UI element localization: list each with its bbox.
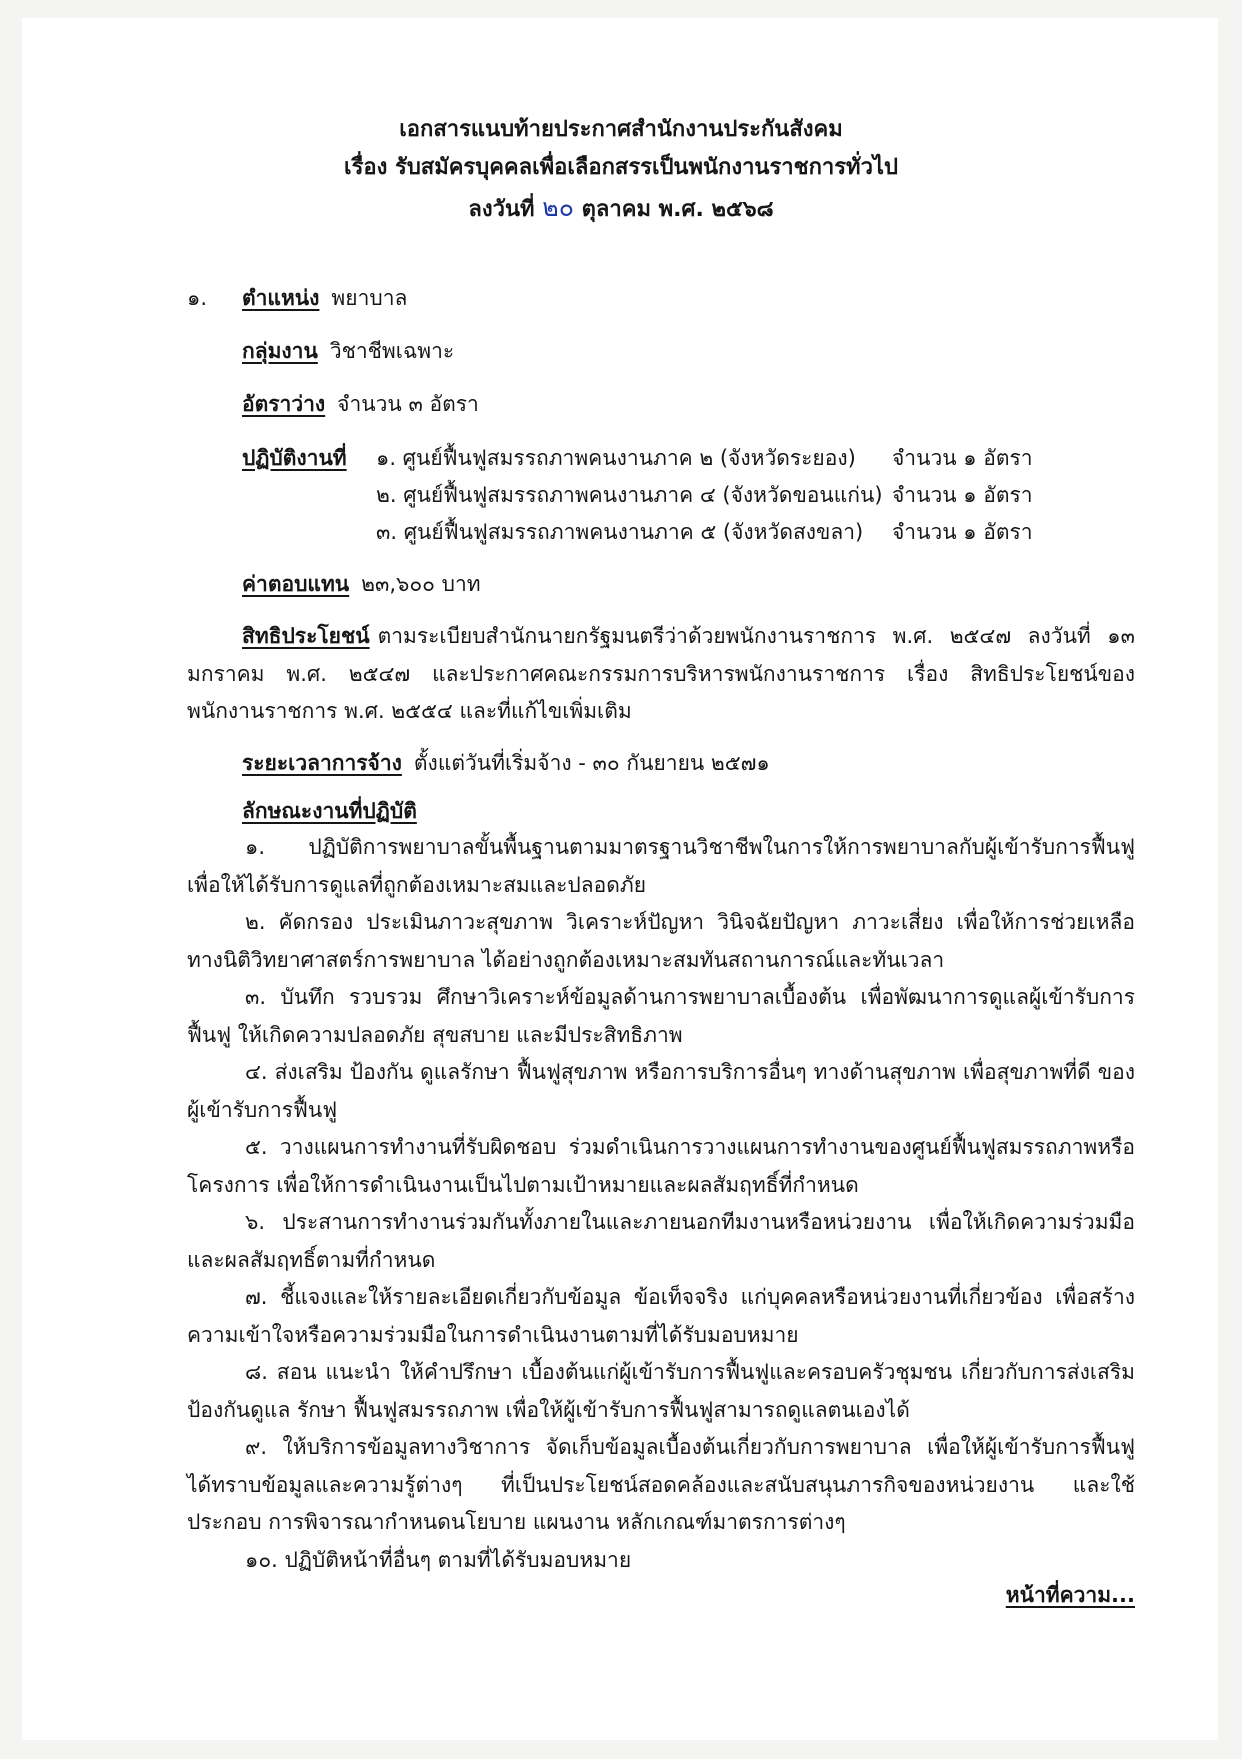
position-label: ตำแหน่ง: [242, 286, 320, 310]
duty-item: ๗. ชี้แจงและให้รายละเอียดเกี่ยวกับข้อมูล ข้อเท็จจริง แก่บุคคลหรือหน่วยงานที่เกี่ยวข้อง เพื่อสร้าง ความเข้าใจหรือความร่วมมือในการดำเนินงานตามที่ได้รับมอบหมาย: [187, 1285, 1135, 1347]
group-row: [242, 333, 454, 369]
salary-value: ๒๓,๖๐๐ บาท: [361, 572, 481, 596]
period-label: ระยะเวลาการจ้าง: [242, 751, 402, 775]
period-value: ตั้งแต่วันที่เริ่มจ้าง - ๓๐ กันยายน ๒๕๗๑: [413, 751, 770, 775]
duty-item: ๔. ส่งเสริม ป้องกัน ดูแลรักษา ฟื้นฟูสุขภาพ หรือการบริการอื่นๆ ทางด้านสุขภาพ เพื่อสุขภาพที่ดี ของผู้เข้ารับการฟื้นฟู: [187, 1060, 1135, 1122]
position-row: [242, 280, 407, 316]
header-line-3: [0, 190, 1242, 228]
group-value: วิชาชีพเฉพาะ: [329, 339, 455, 363]
period-row: [242, 745, 770, 781]
workplace-item-count: จำนวน ๑ อัตรา: [892, 520, 1033, 544]
duty-item: ๒. คัดกรอง ประเมินภาวะสุขภาพ วิเคราะห์ปัญหา วินิจฉัยปัญหา ภาวะเสี่ยง เพื่อให้การช่วยเหลือ ทางนิติวิทยาศาสตร์การพยาบาล ได้อย่างถูกต้องเหมาะสมทันสถานการณ์และทันเวลา: [187, 910, 1135, 972]
workplace-item-place: ๓. ศูนย์ฟื้นฟูสมรรถภาพคนงานภาค ๕ (จังหวัดสงขลา): [376, 520, 864, 544]
header-line-1: เอกสารแนบท้ายประกาศสำนักงานประกันสังคม: [399, 117, 843, 142]
duties-label: ลักษณะงานที่ปฏิบัติ: [242, 799, 417, 823]
header-date-day: ๒๐: [542, 193, 574, 222]
position-number: ๑.: [187, 286, 208, 310]
vacancy-label: อัตราว่าง: [242, 392, 326, 416]
duty-item: ๙. ให้บริการข้อมูลทางวิชาการ จัดเก็บข้อมูลเบื้องต้นเกี่ยวกับการพยาบาล เพื่อให้ผู้เข้ารับการฟื้นฟู ได้ทราบข้อมูลและความรู้ต่างๆ ที่เป็นประโยชน์สอดคล้องและสนับสนุนภารกิจของหน่วยงาน และใช้ประกอบ การพิจารณากำหนดนโยบาย แผนงาน หลักเกณฑ์มาตรการต่างๆ: [187, 1435, 1135, 1534]
vacancy-value: จำนวน ๓ อัตรา: [337, 392, 479, 416]
header-date-suffix: ตุลาคม พ.ศ. ๒๕๖๘: [581, 197, 774, 222]
workplace-item-count: จำนวน ๑ อัตรา: [892, 483, 1033, 507]
workplace-item-count: จำนวน ๑ อัตรา: [892, 446, 1033, 470]
duty-item: ๘. สอน แนะนำ ให้คำปรึกษา เบื้องต้นแก่ผู้เข้ารับการฟื้นฟูและครอบครัวชุมชน เกี่ยวกับการส่งเสริม ป้องกันดูแล รักษา ฟื้นฟูสมรรถภาพ เพื่อให้ผู้เข้ารับการฟื้นฟูสามารถดูแลตนเองได้: [187, 1360, 1135, 1422]
duty-item: ๓. บันทึก รวบรวม ศึกษาวิเคราะห์ข้อมูลด้านการพยาบาลเบื้องต้น เพื่อพัฒนาการดูแลผู้เข้ารับการฟื้นฟู ให้เกิดความปลอดภัย สุขสบาย และมีประสิทธิภาพ: [187, 985, 1135, 1047]
salary-label: ค่าตอบแทน: [242, 572, 350, 596]
continuation-text: หน้าที่ความ...: [1005, 1583, 1135, 1607]
duty-item: ๕. วางแผนการทำงานที่รับผิดชอบ ร่วมดำเนินการวางแผนการทำงานของศูนย์ฟื้นฟูสมรรถภาพหรือ โครงการ เพื่อให้การดำเนินงานเป็นไปตามเป้าหมายและผลสัมฤทธิ์ที่กำหนด: [187, 1135, 1135, 1197]
salary-row: [242, 566, 481, 602]
workplace-label: ปฏิบัติงานที่: [242, 446, 347, 470]
duties-list: [187, 829, 1135, 1579]
vacancy-row: [242, 386, 479, 422]
duty-item: ๖. ประสานการทำงานร่วมกันทั้งภายในและภายนอกทีมงานหรือหน่วยงาน เพื่อให้เกิดความร่วมมือ และผลสัมฤทธิ์ตามที่กำหนด: [187, 1210, 1135, 1272]
benefits-paragraph: [187, 618, 1135, 731]
header-date-prefix: ลงวันที่: [468, 197, 535, 222]
workplace-item-place: ๒. ศูนย์ฟื้นฟูสมรรถภาพคนงานภาค ๔ (จังหวัดขอนแก่น): [376, 483, 883, 507]
duty-item: ๑. ปฏิบัติการพยาบาลขั้นพื้นฐานตามมาตรฐานวิชาชีพในการให้การพยาบาลกับผู้เข้ารับการฟื้นฟู เพื่อให้ได้รับการดูแลที่ถูกต้องเหมาะสมและปลอดภัย: [187, 835, 1135, 897]
header-line-2: เรื่อง รับสมัครบุคคลเพื่อเลือกสรรเป็นพนักงานราชการทั่วไป: [344, 155, 898, 180]
position-value: พยาบาล: [331, 286, 408, 310]
benefits-text: ตามระเบียบสำนักนายกรัฐมนตรีว่าด้วยพนักงานราชการ พ.ศ. ๒๕๔๗ ลงวันที่ ๑๓ มกราคม พ.ศ. ๒๕๔๗ และประกาศคณะกรรมการบริหารพนักงานราชการ เรื่อง สิทธิประโยชน์ของพนักงานราชการ พ.ศ. ๒๕๕๔ และที่แก้ไขเพิ่มเติม: [187, 624, 1135, 723]
group-label: กลุ่มงาน: [242, 339, 318, 363]
workplace-item-place: ๑. ศูนย์ฟื้นฟูสมรรถภาพคนงานภาค ๒ (จังหวัดระยอง): [376, 446, 856, 470]
benefits-label: สิทธิประโยชน์: [242, 624, 370, 648]
duty-item: ๑๐. ปฏิบัติหน้าที่อื่นๆ ตามที่ได้รับมอบหมาย: [245, 1547, 632, 1572]
